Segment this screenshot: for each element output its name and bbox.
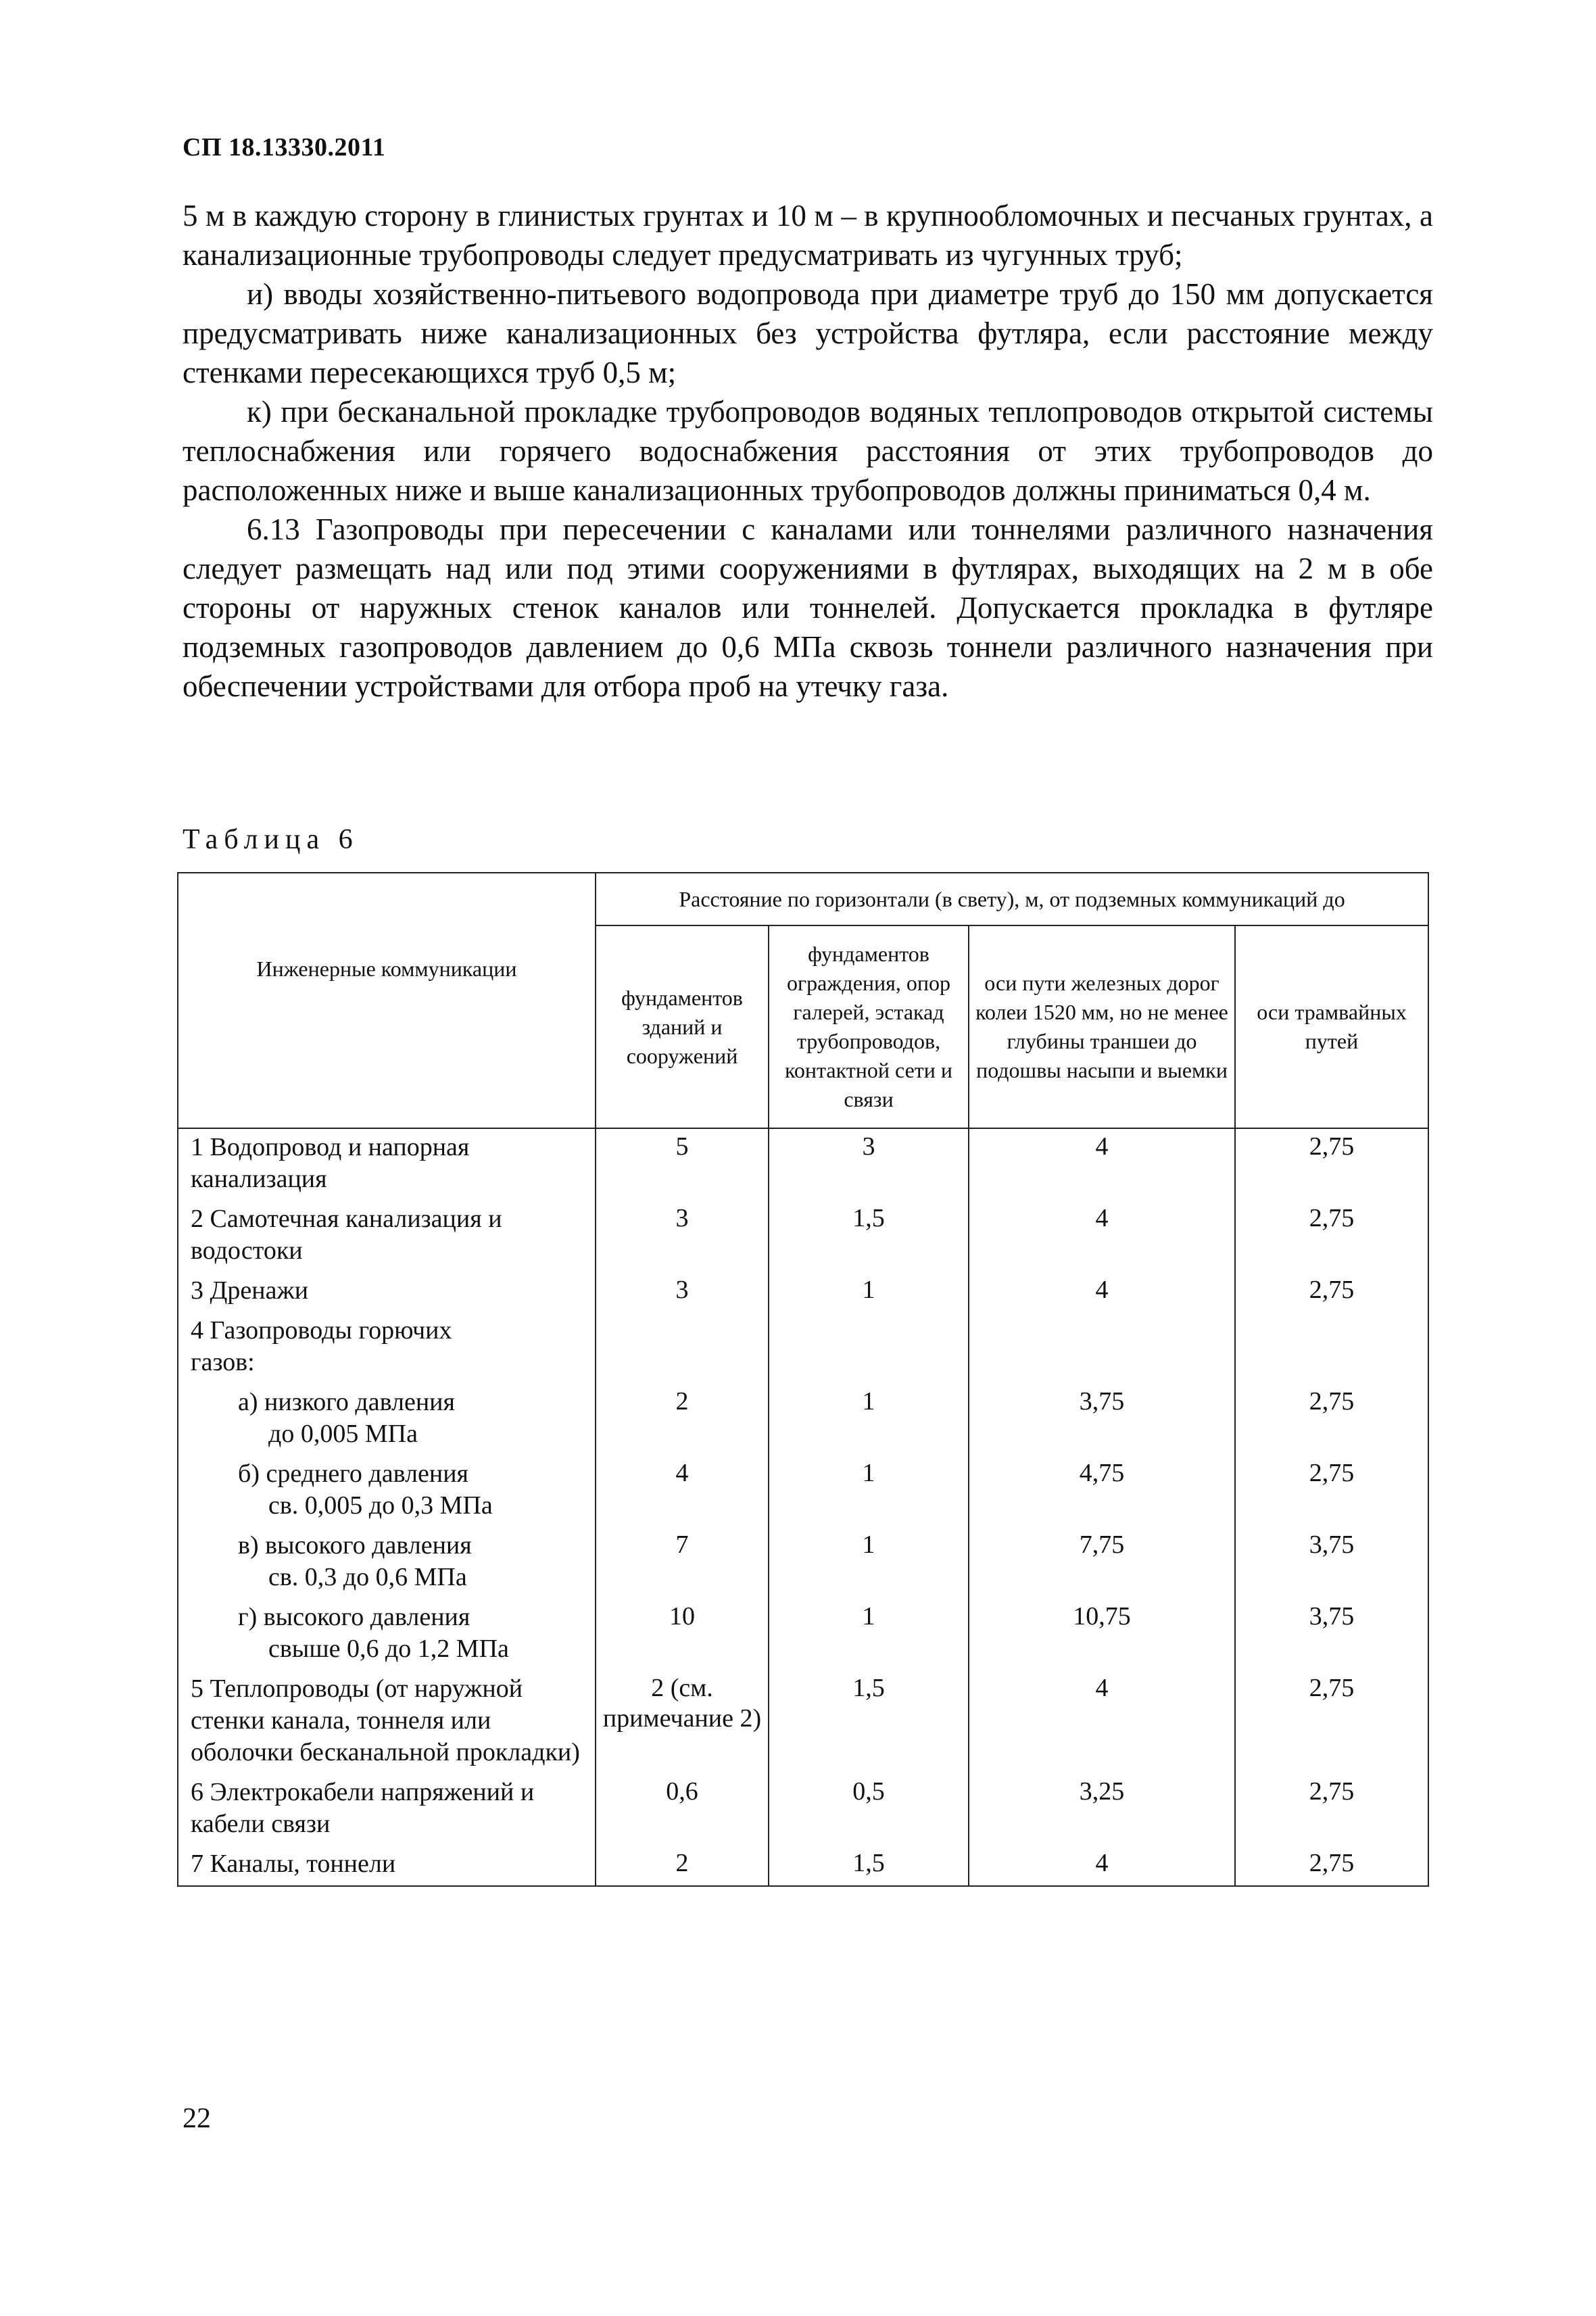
row-name: 2 Самотечная канализация и водостоки <box>178 1201 596 1272</box>
document-code: СП 18.13330.2011 <box>183 133 386 162</box>
body-text <box>183 196 1433 706</box>
cell-value: 1,5 <box>769 1670 969 1774</box>
cell-value: 10 <box>596 1599 769 1670</box>
subrow-range: до 0,005 МПа <box>268 1420 418 1448</box>
table-row <box>178 1272 1428 1312</box>
cell-value: 2,75 <box>1235 1845 1428 1886</box>
header-col-fence-foundations: фундаментов ограждения, опор галерей, эстакад трубопроводов, контактной сети и связи <box>769 925 969 1128</box>
cell-value: 1 <box>769 1527 969 1599</box>
row-name: 7 Каналы, тоннели <box>178 1845 596 1886</box>
row-name: 5 Теплопроводы (от наружной стенки канала, тоннеля или оболочки бесканальной прокладки) <box>178 1670 596 1774</box>
paragraph: и) вводы хозяйственно-питьевого водопровода при диаметре труб до 150 мм допускается предусматривать ниже канализационных без устройства футляра, если расстояние между стенками пересекающихся труб 0,5 м; <box>183 277 1433 389</box>
table-caption: Таблица 6 <box>183 824 359 855</box>
cell-value: 4 <box>969 1128 1235 1201</box>
cell-value: 2,75 <box>1235 1128 1428 1201</box>
cell-value: 2,75 <box>1235 1670 1428 1774</box>
cell-value: 4,75 <box>969 1455 1235 1527</box>
paragraph: 6.13 Газопроводы при пересечении с каналами или тоннелями различного назначения следует размещать над или под этими сооружениями в футлярах, выходящих на 2 м в обе стороны от наружных стенок каналов или тоннелей. Допускается прокладка в футляре подземных газопроводов давлением до 0,6 МПа сквозь тоннели различного назначения при обеспечении устройствами для отбора проб на утечку газа. <box>183 512 1433 703</box>
cell-value: 1 <box>769 1384 969 1455</box>
cell-value: 2,75 <box>1235 1272 1428 1312</box>
table-row <box>178 1201 1428 1272</box>
paragraph: 5 м в каждую сторону в глинистых грунтах и 10 м – в крупнообломочных и песчаных грунтах, а канализационные трубопроводы следует предусматривать из чугунных труб; <box>183 199 1433 272</box>
cell-value: 4 <box>969 1845 1235 1886</box>
cell-value: 4 <box>969 1670 1235 1774</box>
header-col-building-foundations: фундаментов зданий и сооружений <box>596 925 769 1128</box>
cell-value: 2,75 <box>1235 1774 1428 1845</box>
row-name <box>178 1455 596 1527</box>
cell-value: 3,25 <box>969 1774 1235 1845</box>
header-engineering-communications: Инженерные коммуникации <box>178 873 596 1128</box>
cell-value: 2,75 <box>1235 1384 1428 1455</box>
table-row <box>178 1455 1428 1527</box>
cell-value: 0,5 <box>769 1774 969 1845</box>
row-name: 4 Газопроводы горючих газов: <box>178 1312 596 1384</box>
cell-value <box>769 1312 969 1384</box>
header-col-tram-axis: оси трамвайных путей <box>1235 925 1428 1128</box>
cell-value: 2,75 <box>1235 1455 1428 1527</box>
paragraph: к) при бесканальной прокладке трубопроводов водяных теплопроводов открытой системы теплоснабжения или горячего водоснабжения расстояния от этих трубопроводов до расположенных ниже и выше канализационных трубопроводов должны приниматься 0,4 м. <box>183 395 1433 507</box>
cell-value <box>596 1312 769 1384</box>
subrow-range: св. 0,3 до 0,6 МПа <box>268 1563 467 1591</box>
cell-value: 10,75 <box>969 1599 1235 1670</box>
table-row <box>178 1670 1428 1774</box>
cell-value: 1,5 <box>769 1201 969 1272</box>
row-name <box>178 1384 596 1455</box>
distances-table <box>177 872 1429 1887</box>
subrow-label: в) высокого давления <box>238 1531 472 1560</box>
row-name: 1 Водопровод и напорная канализация <box>178 1128 596 1201</box>
cell-value: 1 <box>769 1272 969 1312</box>
cell-value: 1 <box>769 1599 969 1670</box>
page-number: 22 <box>183 2103 211 2134</box>
cell-value: 3,75 <box>969 1384 1235 1455</box>
cell-value: 0,6 <box>596 1774 769 1845</box>
row-name: 6 Электрокабели напряжений и кабели связи <box>178 1774 596 1845</box>
table-row <box>178 1128 1428 1201</box>
cell-value: 4 <box>969 1272 1235 1312</box>
table-row <box>178 1384 1428 1455</box>
table-row <box>178 1774 1428 1845</box>
cell-value: 4 <box>596 1455 769 1527</box>
table-row <box>178 1527 1428 1599</box>
cell-value: 3,75 <box>1235 1599 1428 1670</box>
cell-value: 3,75 <box>1235 1527 1428 1599</box>
cell-value <box>969 1312 1235 1384</box>
subrow-label: г) высокого давления <box>238 1603 470 1631</box>
cell-value: 5 <box>596 1128 769 1201</box>
cell-value: 3 <box>769 1128 969 1201</box>
cell-value: 2 <box>596 1845 769 1886</box>
cell-value: 4 <box>969 1201 1235 1272</box>
cell-value: 3 <box>596 1201 769 1272</box>
cell-value: 2 <box>596 1384 769 1455</box>
row-name <box>178 1527 596 1599</box>
table-row <box>178 1599 1428 1670</box>
cell-value <box>1235 1312 1428 1384</box>
cell-value: 1 <box>769 1455 969 1527</box>
cell-value: 7,75 <box>969 1527 1235 1599</box>
subrow-label: б) среднего давления <box>238 1459 469 1488</box>
subrow-range: свыше 0,6 до 1,2 МПа <box>268 1635 509 1663</box>
row-name: 3 Дренажи <box>178 1272 596 1312</box>
subrow-range: св. 0,005 до 0,3 МПа <box>268 1491 493 1520</box>
header-col-railway-axis: оси пути железных дорог колеи 1520 мм, но не менее глубины траншеи до подошвы насыпи и выемки <box>969 925 1235 1128</box>
row-name <box>178 1599 596 1670</box>
cell-value: 2 (см. примечание 2) <box>596 1670 769 1774</box>
subrow-label: а) низкого давления <box>238 1388 455 1416</box>
cell-value: 1,5 <box>769 1845 969 1886</box>
cell-value: 7 <box>596 1527 769 1599</box>
cell-value: 3 <box>596 1272 769 1312</box>
header-horizontal-distance: Расстояние по горизонтали (в свету), м, от подземных коммуникаций до <box>596 873 1428 925</box>
cell-value: 2,75 <box>1235 1201 1428 1272</box>
table-row <box>178 1845 1428 1886</box>
table-row <box>178 1312 1428 1384</box>
